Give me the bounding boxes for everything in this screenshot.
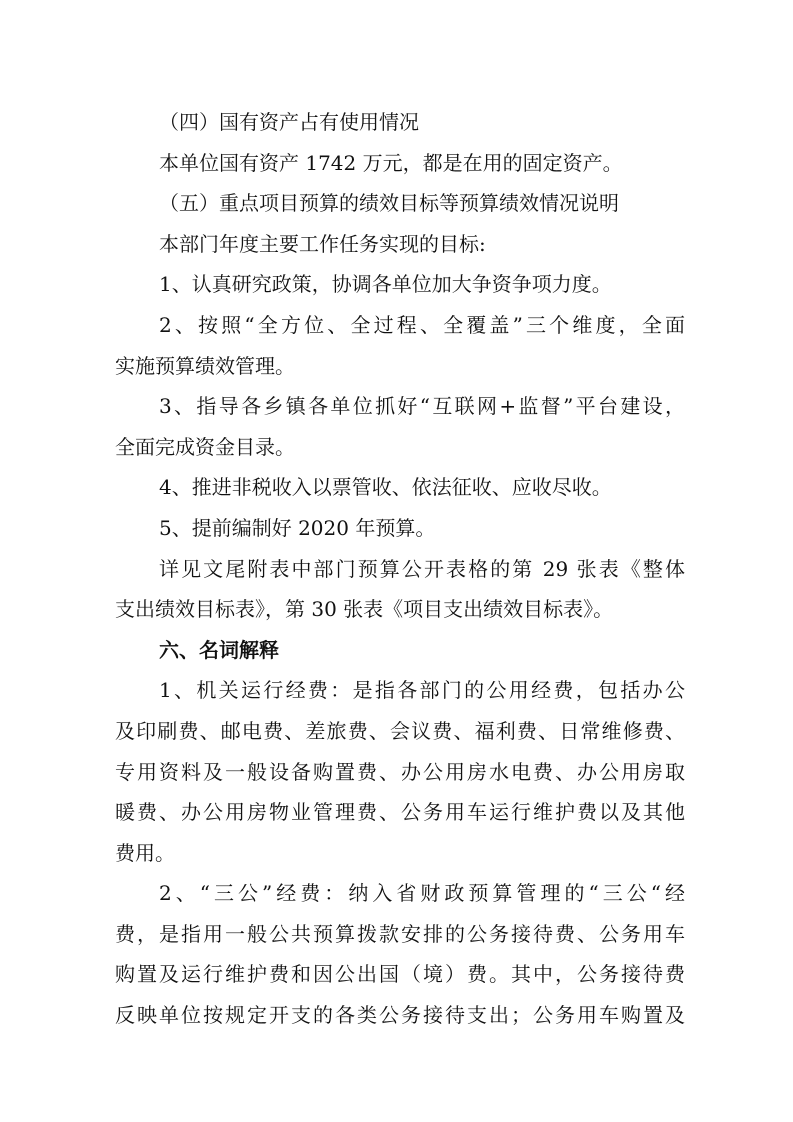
text-line: 1、机关运行经费：是指各部门的公用经费，包括办公: [159, 678, 685, 703]
text-line: 全面完成资金目录。: [115, 434, 295, 459]
text-line: 2、“三公”经费：纳入省财政预算管理的“三公“经: [159, 881, 685, 906]
text-line: （四）国有资产占有使用情况: [159, 110, 419, 134]
text-line: 5、提前编制好 2020 年预算。: [159, 515, 436, 540]
text-line: 及印刷费、邮电费、差旅费、会议费、福利费、日常维修费、: [115, 718, 685, 743]
text-line: 本单位国有资产 1742 万元，都是在用的固定资产。: [159, 150, 623, 175]
text-line: 本部门年度主要工作任务实现的目标:: [159, 231, 486, 256]
text-line: 4、推进非税收入以票管收、依法征收、应收尽收。: [159, 475, 612, 500]
text-line: 购置及运行维护费和因公出国（境）费。其中，公务接待费: [115, 962, 685, 987]
text-line: 1、认真研究政策，协调各单位加大争资争项力度。: [159, 272, 612, 297]
text-line: 3、指导各乡镇各单位抓好“互联网+监督”平台建设，: [159, 394, 685, 419]
text-line: 2、按照“全方位、全过程、全覆盖”三个维度，全面: [159, 312, 685, 337]
text-line: 费用。: [115, 840, 175, 865]
document-body: [115, 102, 685, 1036]
text-line: 专用资料及一般设备购置费、办公用房水电费、办公用房取: [115, 759, 685, 784]
text-line: 反映单位按规定开支的各类公务接待支出；公务用车购置及: [115, 1003, 685, 1028]
section-heading: 六、名词解释: [159, 637, 279, 662]
text-line: （五）重点项目预算的绩效目标等预算绩效情况说明: [159, 191, 619, 216]
text-line: 实施预算绩效管理。: [115, 353, 295, 378]
text-line: 详见文尾附表中部门预算公开表格的第 29 张表《整体: [159, 556, 685, 581]
text-line: 暖费、办公用房物业管理费、公务用车运行维护费以及其他: [115, 800, 685, 825]
text-line: 费，是指用一般公共预算拨款安排的公务接待费、公务用车: [115, 921, 685, 946]
text-line: 支出绩效目标表》，第 30 张表《项目支出绩效目标表》。: [115, 597, 614, 622]
